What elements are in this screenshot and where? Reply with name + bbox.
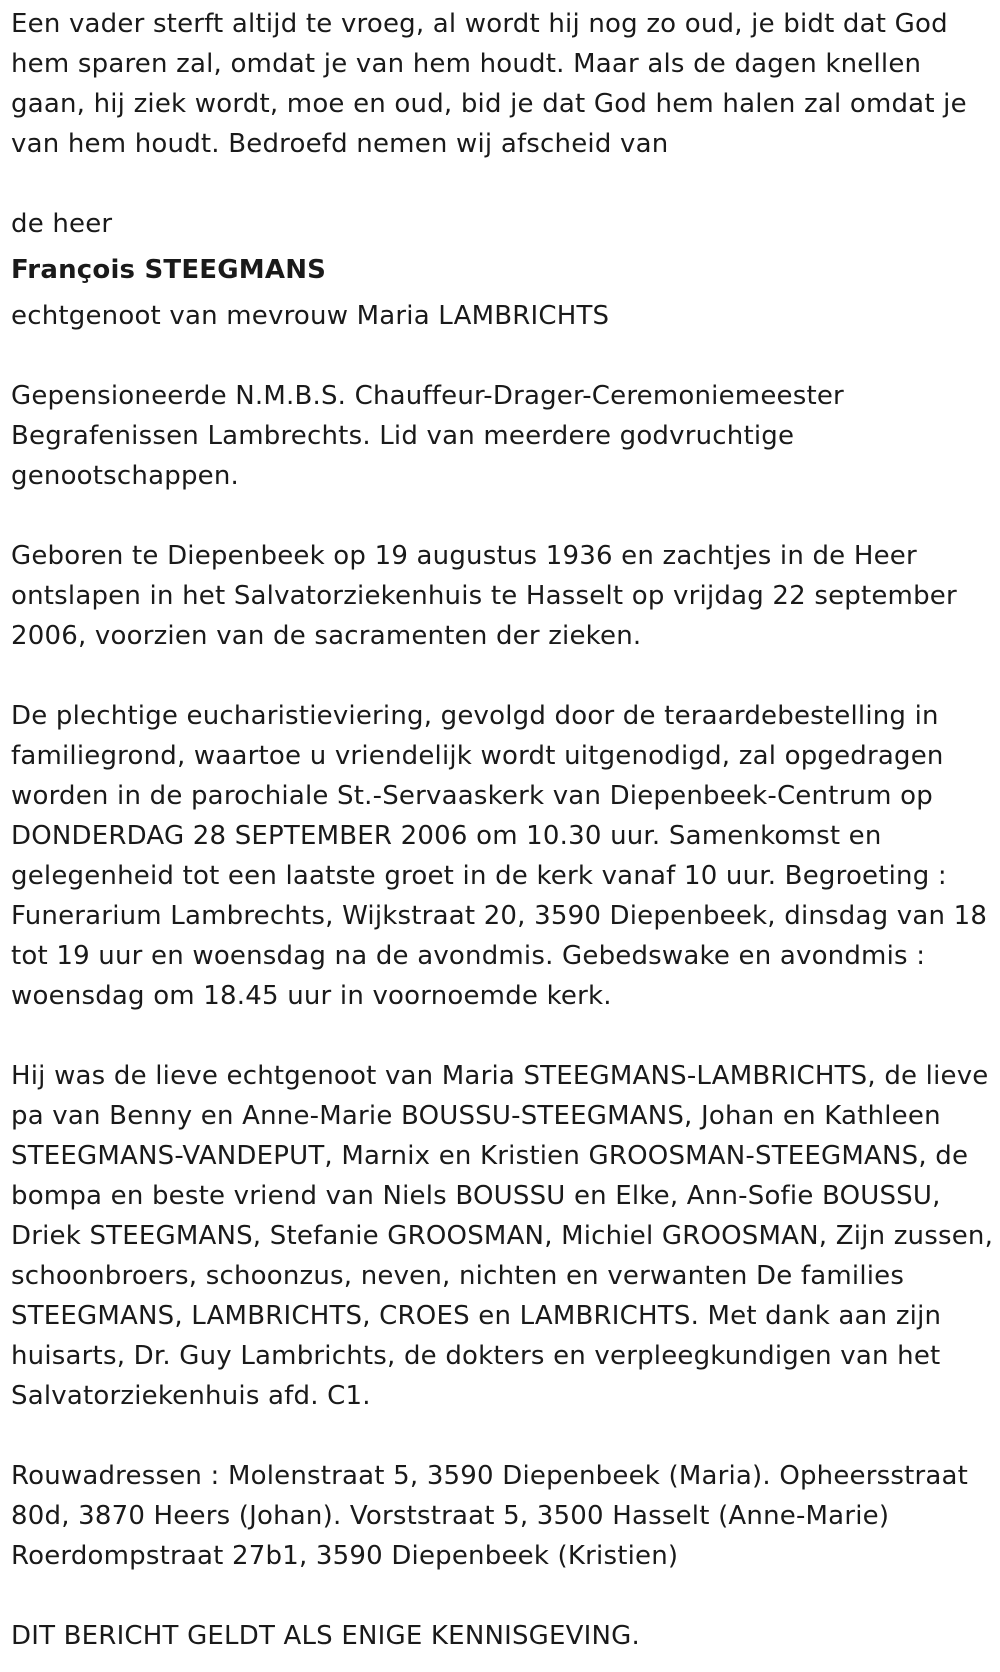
ceremony-paragraph: De plechtige eucharistieviering, gevolgd door de teraardebestelling in familiegrond, waartoe u vriendelijk wordt uitgenodigd, zal opgedragen worden in de parochiale St.-Servaaskerk van Diepenbeek-Centrum op DONDERDAG 28 SEPTEMBER 2006 om 10.30 uur. Samenkomst en gelegenheid tot een laatste groet in de kerk vanaf 10 uur. Begroeting : Funerarium Lambrechts, Wijkstraat 20, 3590 Diepenbeek, dinsdag van 18 tot 19 uur en woensdag na de avondmis. Gebedswake en avondmis : woensdag om 18.45 uur in voornoemde kerk. [11, 701, 988, 1011]
birth-death-paragraph: Geboren te Diepenbeek op 19 augustus 1936 en zachtjes in de Heer ontslapen in het Salvatorziekenhuis te Hasselt op vrijdag 22 september 2006, voorzien van de sacramenten der zieken. [11, 541, 957, 651]
addresses-paragraph: Rouwadressen : Molenstraat 5, 3590 Diepenbeek (Maria). Opheersstraat 80d, 3870 Heers (Johan). Vorststraat 5, 3500 Hasselt (Anne-Marie) Roerdompstraat 27b1, 3590 Diepenbeek (Kristien) [11, 1461, 969, 1571]
deceased-name: François STEEGMANS [11, 255, 327, 285]
occupation-paragraph: Gepensioneerde N.M.B.S. Chauffeur-Drager-Ceremoniemeester Begrafenissen Lambrechts. Lid van meerdere godvruchtige genootschappen. [11, 381, 844, 491]
spouse-line: echtgenoot van mevrouw Maria LAMBRICHTS [11, 301, 610, 331]
intro-paragraph: Een vader sterft altijd te vroeg, al wordt hij nog zo oud, je bidt dat God hem sparen zal, omdat je van hem houdt. Maar als de dagen knellen gaan, hij ziek wordt, moe en oud, bid je dat God hem halen zal omdat je van hem houdt. Bedroefd nemen wij afscheid van [11, 9, 967, 159]
family-paragraph: Hij was de lieve echtgenoot van Maria STEEGMANS-LAMBRICHTS, de lieve pa van Benny en Anne-Marie BOUSSU-STEEGMANS, Johan en Kathleen STEEGMANS-VANDEPUT, Marnix en Kristien GROOSMAN-STEEGMANS, de bompa en beste vriend van Niels BOUSSU en Elke, Ann-Sofie BOUSSU, Driek STEEGMANS, Stefanie GROOSMAN, Michiel GROOSMAN, Zijn zussen, schoonbroers, schoonzus, neven, nichten en verwanten De families STEEGMANS, LAMBRICHTS, CROES en LAMBRICHTS. Met dank aan zijn huisarts, Dr. Guy Lambrichts, de dokters en verpleegkundigen van het Salvatorziekenhuis afd. C1. [11, 1061, 994, 1411]
closing-line: DIT BERICHT GELDT ALS ENIGE KENNISGEVING. [11, 1621, 640, 1651]
salutation: de heer [11, 209, 113, 239]
